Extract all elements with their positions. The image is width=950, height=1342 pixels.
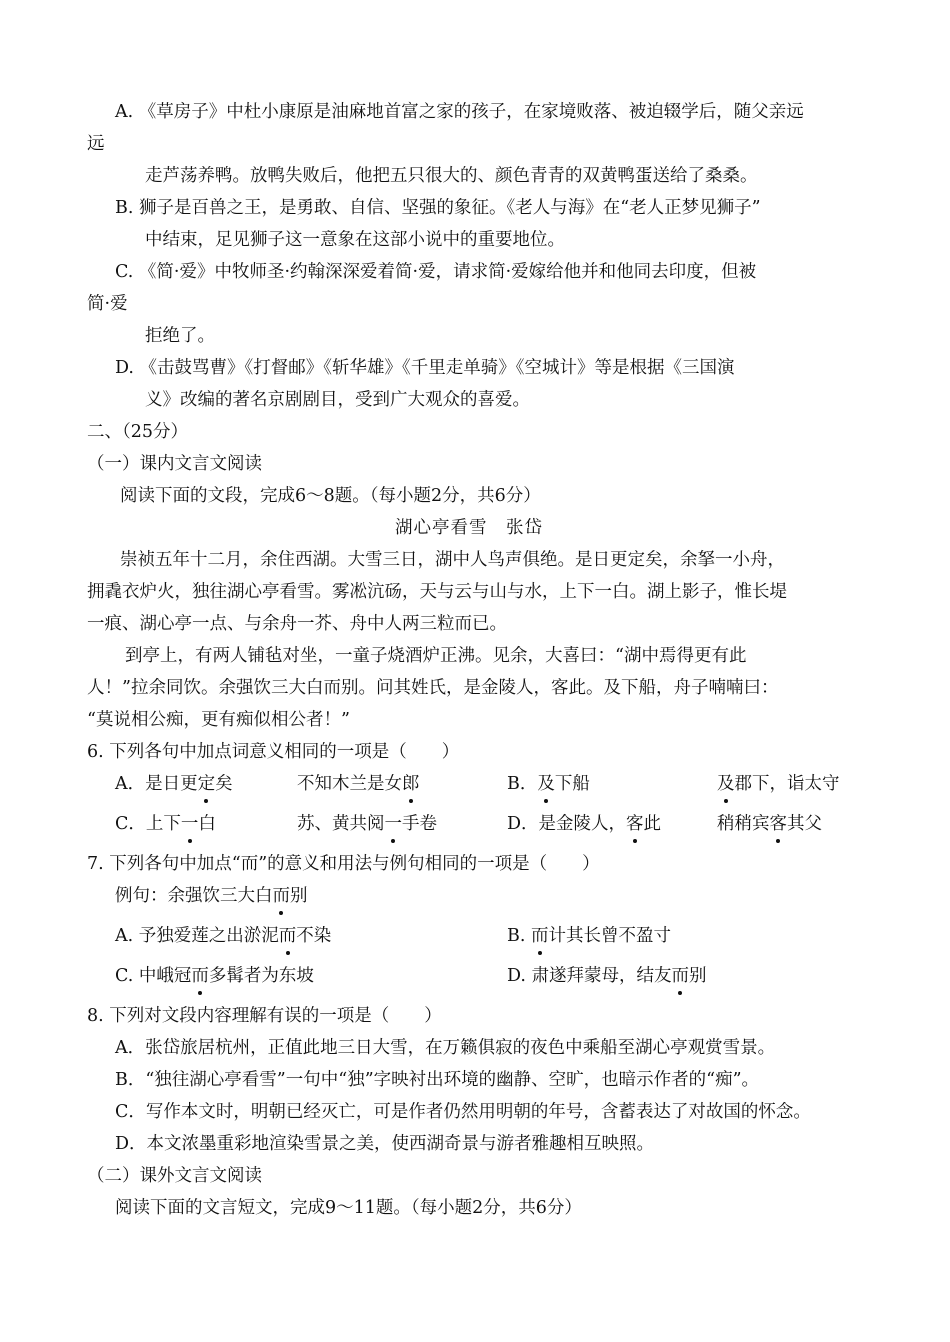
q6-option-c: C．上下一白 [115, 814, 216, 834]
q6-stem: 6. 下列各句中加点词意义相同的一项是（ ） [87, 742, 460, 762]
q5-option-d-line2: 义》改编的著名京剧剧目，受到广大观众的喜爱。 [145, 390, 530, 410]
q5-option-b-line1: B. 狮子是百兽之王，是勇敢、自信、坚强的象征。《老人与海》在“老人正梦见狮子” [115, 198, 761, 218]
passage-title: 湖心亭看雪 张岱 [395, 518, 543, 538]
passage-p1-line1: 崇祯五年十二月，余住西湖。大雪三日，湖中人鸟声俱绝。是日更定矣，余拏一小舟， [120, 550, 785, 570]
q5-option-a-line1: A. 《草房子》中杜小康原是油麻地首富之家的孩子，在家境败落、被迫辍学后，随父亲远 [115, 102, 804, 122]
q7-option-c: C. 中峨冠而多髯者为东坡 [115, 966, 314, 986]
q6-option-d-second: 稍稍宾客其父 [717, 814, 822, 834]
q7-stem: 7. 下列各句中加点“而”的意义和用法与例句相同的一项是（ ） [87, 854, 600, 874]
subsection-heading-1: （一）课内文言文阅读 [87, 454, 262, 474]
q6-option-c-second: 苏、黄共阅一手卷 [297, 814, 437, 834]
q5-option-a-line3: 走芦荡养鸭。放鸭失败后，他把五只很大的、颜色青青的双黄鸭蛋送给了桑桑。 [145, 166, 758, 186]
q8-option-d: D．本文浓墨重彩地渲染雪景之美，使西湖奇景与游者雅趣相互映照。 [115, 1134, 655, 1154]
dotted-word: 客 [626, 814, 644, 834]
reading-instruction-1: 阅读下面的文段，完成6～8题。（每小题2分，共6分） [120, 486, 541, 506]
passage-p2-line1: 到亭上，有两人铺毡对坐，一童子烧酒炉正沸。见余，大喜曰：“湖中焉得更有此 [125, 646, 747, 666]
dotted-word: 客 [769, 814, 787, 834]
q6-option-b-second: 及郡下，诣太守 [717, 774, 840, 794]
q7-option-a: A. 予独爱莲之出淤泥而不染 [115, 926, 332, 946]
q5-option-b-line2: 中结束，足见狮子这一意象在这部小说中的重要地位。 [145, 230, 565, 250]
passage-p1-line2: 拥毳衣炉火，独往湖心亭看雪。雾凇沆砀，天与云与山与水，上下一白。湖上影子，惟长堤 [87, 582, 787, 602]
dotted-word: 郎 [402, 774, 420, 794]
q5-option-d-line1: D. 《击鼓骂曹》《打督邮》《斩华雄》《千里走单骑》《空城计》等是根据《三国演 [115, 358, 735, 378]
q5-option-c-line1: C. 《简·爱》中牧师圣·约翰深深爱着简·爱，请求简·爱嫁给他并和他同去印度，但被 [115, 262, 757, 282]
q7-option-d: D. 肃遂拜蒙母，结友而别 [507, 966, 707, 986]
q6-option-a-second: 不知木兰是女郎 [297, 774, 420, 794]
dotted-word: 而 [671, 966, 690, 986]
q6-option-d: D．是金陵人，客此 [507, 814, 662, 834]
q8-option-c: C．写作本文时，明朝已经灭亡，可是作者仍然用明朝的年号，含蓄表达了对故国的怀念。 [115, 1102, 811, 1122]
q8-option-b: B．“独往湖心亭看雪”一句中“独”字映衬出环境的幽静、空旷，也暗示作者的“痴”。 [115, 1070, 760, 1090]
dotted-word: 而 [278, 926, 297, 946]
q6-option-b: B．及下船 [507, 774, 590, 794]
dotted-word: 一 [384, 814, 402, 834]
q5-option-c-line3: 拒绝了。 [145, 326, 215, 346]
dotted-word: 而 [272, 886, 290, 906]
q5-option-c-line2: 简·爱 [87, 294, 128, 314]
dotted-word: 定 [197, 774, 216, 794]
dotted-word: 及 [717, 774, 735, 794]
dotted-word: 而 [531, 926, 549, 946]
q7-example: 例句：余强饮三大白而别 [115, 886, 308, 906]
section-heading: 二、（25分） [87, 422, 189, 442]
subsection-heading-2: （二）课外文言文阅读 [87, 1166, 262, 1186]
option-label: D． [507, 814, 539, 834]
q6-option-a: A．是日更定矣 [115, 774, 233, 794]
q8-stem: 8. 下列对文段内容理解有误的一项是（ ） [87, 1006, 442, 1026]
option-label: C． [115, 814, 146, 834]
reading-instruction-2: 阅读下面的文言短文，完成9～11题。（每小题2分，共6分） [115, 1198, 582, 1218]
option-label: A． [115, 774, 146, 794]
passage-p2-line3: “莫说相公痴，更有痴似相公者！” [87, 710, 350, 730]
dotted-word: 而 [191, 966, 209, 986]
q5-option-a-line2: 远 [87, 134, 105, 154]
q7-option-b: B. 而计其长曾不盈寸 [507, 926, 671, 946]
dotted-word: 一 [180, 814, 199, 834]
option-label: B． [507, 774, 538, 794]
dotted-word: 及 [537, 774, 555, 794]
q8-option-a: A．张岱旅居杭州，正值此地三日大雪，在万籁俱寂的夜色中乘船至湖心亭观赏雪景。 [115, 1038, 776, 1058]
passage-p1-line3: 一痕、湖心亭一点、与余舟一芥、舟中人两三粒而已。 [87, 614, 507, 634]
passage-p2-line2: 人！”拉余同饮。余强饮三大白而别。问其姓氏，是金陵人，客此。及下船，舟子喃喃曰： [87, 678, 779, 698]
